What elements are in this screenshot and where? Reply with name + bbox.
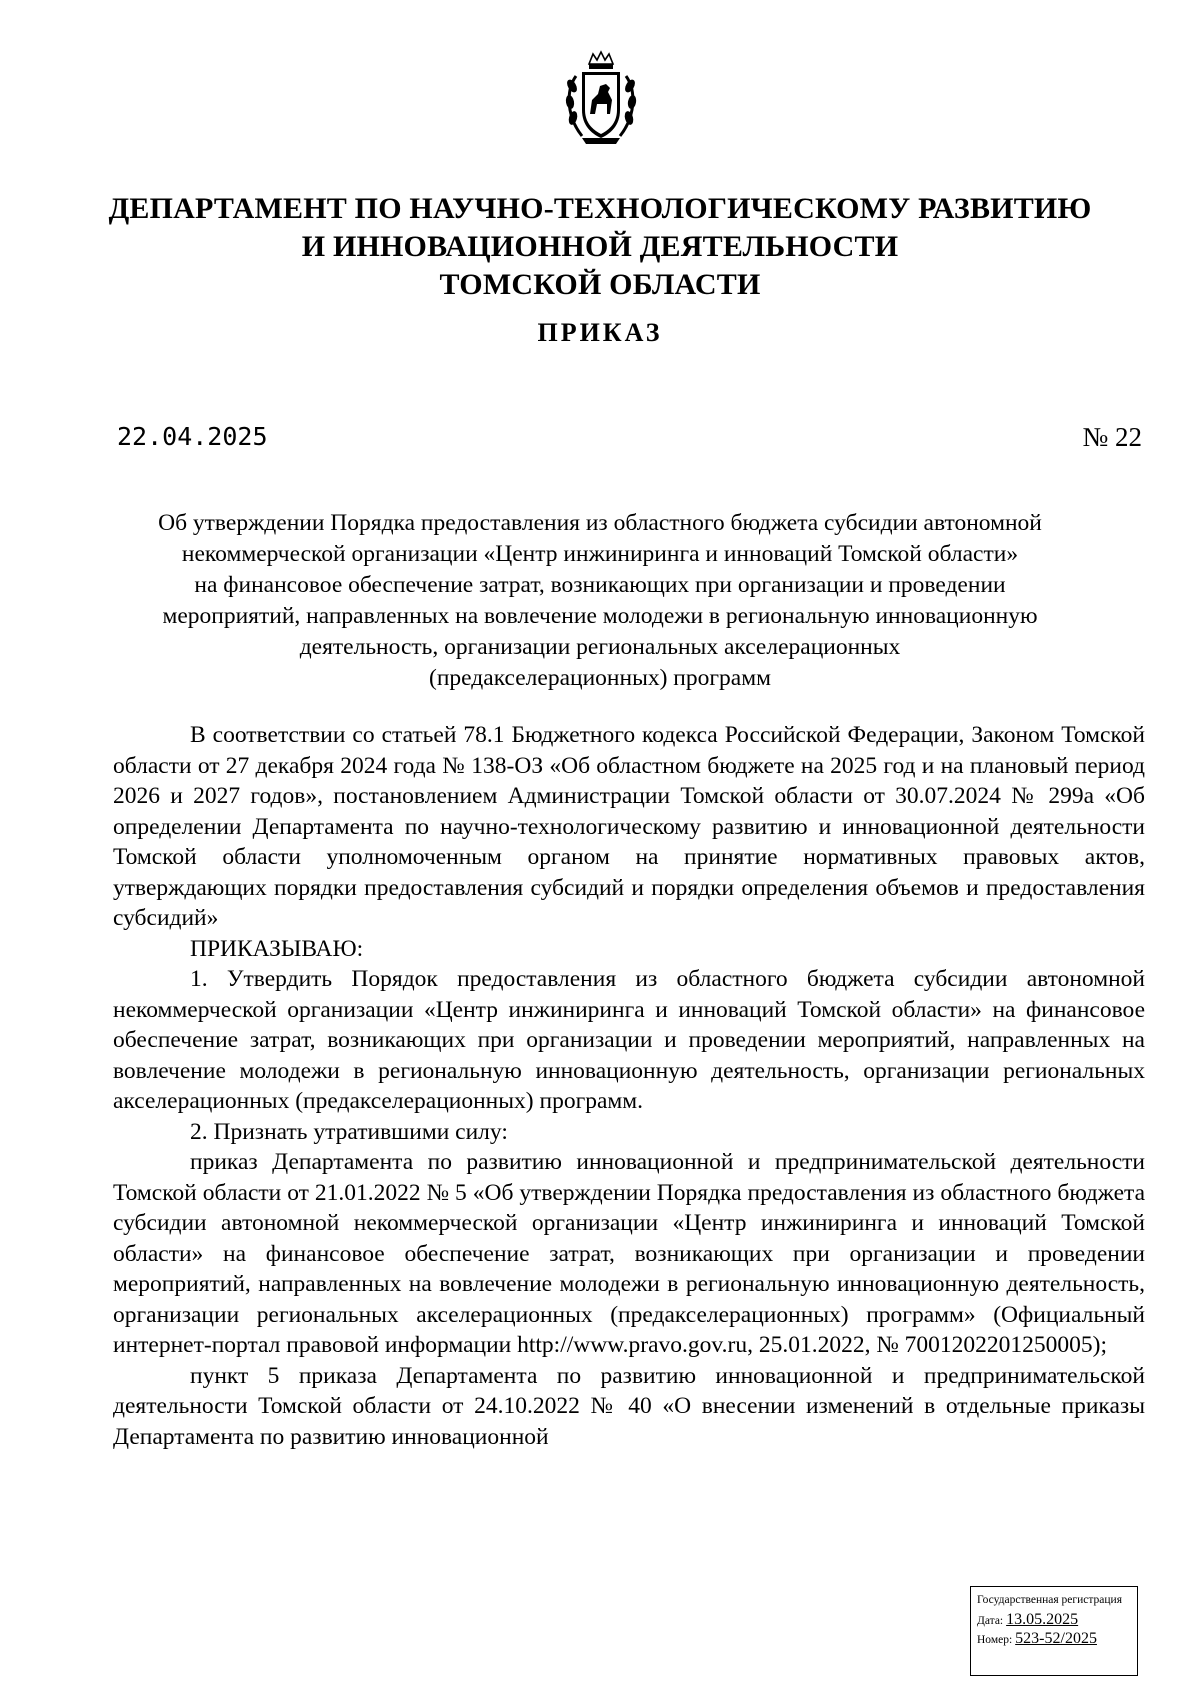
body-paragraph-repealed-clause: пункт 5 приказа Департамента по развитию инновационной и предпринимательской деятельности Томской области от 24.10.2022 № 40 «О внесении изменений в отдельные приказы Департамента по развитию инновационной (113, 1362, 1145, 1450)
registration-date-row (977, 1613, 1131, 1628)
registration-date-label: Дата: (977, 1615, 1004, 1627)
coat-of-arms-icon (562, 50, 640, 150)
heading-line-3: ТОМСКОЙ ОБЛАСТИ (439, 268, 761, 301)
body-paragraph-item-1: 1. Утвердить Порядок предоставления из областного бюджета субсидии автономной некоммерческой организации «Центр инжиниринга и инноваций Томской области» на финансовое обеспечение затрат, возникающих при организации и проведении мероприятий, направленных на вовлечение молодежи в региональную инновационную деятельность, организации региональных акселерационных (предакселерационных) программ. (113, 966, 1145, 1114)
subject-line-6: (предакселерационных) программ (429, 665, 771, 691)
document-date: 22.04.2025 (117, 422, 268, 451)
body-paragraph-order: ПРИКАЗЫВАЮ: (190, 935, 364, 962)
subject-line-5: деятельность, организации региональных акселерационных (299, 634, 901, 660)
document-subject (90, 508, 1110, 694)
body-paragraph-item-2: 2. Признать утратившими силу: (190, 1118, 508, 1145)
heading-line-1: ДЕПАРТАМЕНТ ПО НАУЧНО-ТЕХНОЛОГИЧЕСКОМУ РАЗВИТИЮ (108, 192, 1092, 225)
registration-stamp (970, 1586, 1138, 1676)
document-body (113, 720, 1145, 1452)
body-paragraph-repealed-order: приказ Департамента по развитию инновационной и предпринимательской деятельности Томской области от 21.01.2022 № 5 «Об утверждении Порядка предоставления из областного бюджета субсидии автономной некоммерческой организации «Центр инжиниринга и инноваций Томской области» на финансовое обеспечение затрат, возникающих при организации и проведении мероприятий, направленных на вовлечение молодежи в региональную инновационную деятельность, организации региональных акселерационных (предакселерационных) программ» (Официальный интернет-портал правовой информации http://www.pravo.gov.ru, 25.01.2022, № 7001202201250005); (113, 1149, 1145, 1358)
subject-line-2: некоммерческой организации «Центр инжиниринга и инноваций Томской области» (181, 541, 1019, 567)
heading-line-2: И ИННОВАЦИОННОЙ ДЕЯТЕЛЬНОСТИ (301, 230, 899, 263)
subject-line-3: на финансовое обеспечение затрат, возникающих при организации и проведении (194, 572, 1006, 598)
registration-date-value: 13.05.2025 (1006, 1611, 1079, 1628)
document-number: № 22 (1082, 422, 1142, 452)
body-paragraph-preamble: В соответствии со статьей 78.1 Бюджетного кодекса Российской Федерации, Законом Томской области от 27 декабря 2024 года № 138-ОЗ «Об областном бюджете на 2025 год и на плановый период 2026 и 2027 годов», постановлением Администрации Томской области от 30.07.2024 № 299а «Об определении Департамента по научно-технологическому развитию и инновационной деятельности Томской области уполномоченным органом на принятие нормативных правовых актов, утверждающих порядки предоставления субсидий и порядки определения объемов и предоставления субсидий» (113, 722, 1145, 931)
subject-line-1: Об утверждении Порядка предоставления из областного бюджета субсидии автономной (158, 510, 1042, 536)
registration-number-value: 523-52/2025 (1015, 1630, 1097, 1647)
document-type: ПРИКАЗ (537, 318, 663, 347)
department-heading (60, 190, 1140, 304)
registration-number-label: Номер: (977, 1634, 1013, 1646)
registration-number-row (977, 1632, 1131, 1647)
subject-line-4: мероприятий, направленных на вовлечение молодежи в региональную инновационную (162, 603, 1038, 629)
registration-stamp-title: Государственная регистрация (977, 1594, 1122, 1606)
